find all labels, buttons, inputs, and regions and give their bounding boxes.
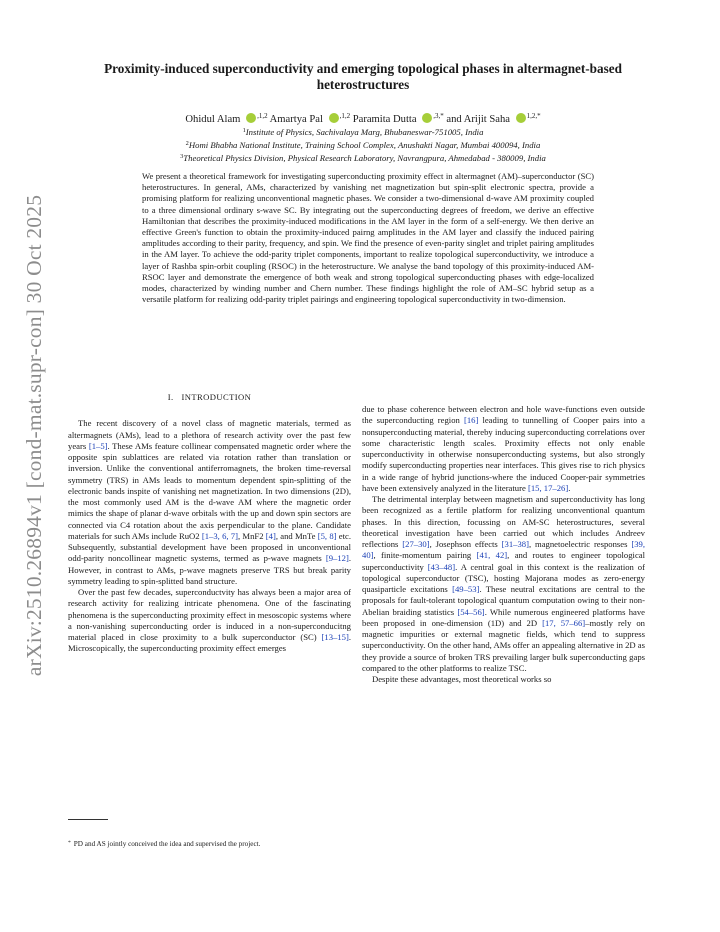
right-column [362,404,645,685]
citation-link[interactable]: [54–56] [457,606,485,617]
orcid-icon[interactable] [516,113,526,123]
affiliation-line [100,138,626,151]
body-paragraph: Over the past few decades, superconductvity has always been a major area of research activity for realizing intricate phenomena. One of the fascinating phenomena is the superconducting proximity effect in mesoscopic systems where a non-vanishing superconducting order is induced in a non-superconducitng material placed in close proximity to a bulk superconductor (SC) [13–15]. Microscopically, the superconducting proximity effect emerges [68,587,351,654]
author-affiliation-sup: ,1,2 [257,112,268,120]
citation-link[interactable]: [1–5] [88,440,108,451]
author-affiliation-sup: ,3,* [433,112,444,120]
arxiv-identifier-text: arXiv:2510.26894v1 [cond-mat.supr-con] 30 Oct 2025 [22,194,47,676]
body-paragraph: The recent discovery of a novel class of magnetic materials, termed as altermagnets (AMs), lead to a plethora of research activity over the past few years [1–5]. These AMs feature collinear compensated magnetic order where the opposite spin sublattices are related via rotation rather than translation or inversion. Unlike the conventional antiferromagnets, the broken time-reversal symmetry (TRS) in AMs leads to momentum dependent spin-splitting of the electronic bands inspite of vanishing net magnetization. In two dimensions (2D), the most commonly used AM is the d-wave AM where the magnetic order mimics the shape of planar d-wave orbitals with the up and down spin sectors are connected via C4 rotation about the axis perpendicular to the plane. Candidate materials for such AMs include RuO2 [1–3, 6, 7], MnF2 [4], and MnTe [5, 8] etc. Subsequently, substantial development have been proposed in unconventional odd-parity noncollinear magnetic systems, termed as p-wave magnets [9–12]. However, in contrast to AMs, p-wave magnets preserve TRS but break parity symmetry leading to spin-splitted band structure. [68,418,352,586]
orcid-icon[interactable] [422,113,432,123]
body-paragraph: Despite these advantages, most theoretical works so [372,674,552,684]
citation-link[interactable]: [49–53] [452,584,480,594]
citation-link[interactable]: [13–15] [321,632,349,642]
affiliation-text: Theoretical Physics Division, Physical Research Laboratory, Navrangpura, Ahmedabad - 380009, India [183,153,546,164]
citation-link[interactable]: [43–48] [427,561,456,572]
body-paragraph: The detrimental interplay between magnetism and superconductivity has long been recognized as a fertile platform for realizing unconventional quantum phases. In this direction, focussing on AM-SC heterostructures, several theoretical investigation have been carried out which includes Andreev reflections [27–30], Josephson effects [31–38], magnetoelectric responses [39, 40], finite-momentum pairing [41, 42], and routes to engineer topological superconductivity [43–48]. A central goal in this context is the realization of topological superconductor (TSC), hosting Majorana modes as zero-energy quasiparticle excitations [49–53]. These neutral excitations are central to the proposals for fault-tolerant topological quantum computation owing to their non-Abelian braiding statistics [54–56]. While numerous engineered platforms have been proposed in one-dimension (1D) and 2D [17, 57–66]–mostly rely on magnetic impurities or external magnetic fields, which tend to suppress superconductivity. On the other hand, AMs offer an appealing alternative in 2D as they provide a source of broken TRS prevailing larger bulk superconducting gaps compared to the other platforms to realize TSC. [362,494,646,673]
paper-title: Proximity-induced superconductivity and emerging topological phases in altermagnet-based heterostructures [104,61,622,92]
citation-link[interactable]: [1–3, 6, 7] [201,530,238,541]
citation-link[interactable]: [9–12] [325,553,349,564]
affiliation-label: 3 [180,153,184,161]
body-paragraph: due to phase coherence between electron and hole wave-functions even outside the superconducting region [16] leading to tunnelling of Cooper pairs into a nonsuperconducting material, thereby inducing superconducting correlations over some characteristic length scales. Proximity effects not only enable superconductivity in otherwise nonsuperconducting systems, but also strongly modify superconducting properties near interfaces. This gives rise to rich physics in a wide range of hybrid junctions-where the induced Cooper-pair symmetries have been extensively analyzed in the literature [15, 17–26]. [362,404,645,493]
orcid-icon[interactable] [246,113,256,123]
affiliation-text: Institute of Physics, Sachivalaya Marg, Bhubaneswar-751005, India [245,127,484,137]
section-title: INTRODUCTION [181,392,252,402]
affiliation-line [100,125,626,138]
arxiv-identifier-stamp [18,194,52,676]
citation-link[interactable]: [39, 40] [362,539,646,561]
author-name: Ohidul Alam [185,114,241,125]
author-affiliation-sup: ,1,2 [339,112,351,120]
citation-link[interactable]: [15, 17–26] [527,482,569,493]
section-heading [68,392,351,403]
author-name: Paramita Dutta [352,114,417,125]
citation-link[interactable]: [17, 57–66] [542,617,586,628]
footnote-text: PD and AS jointly conceived the idea and supervised the project. [73,840,261,848]
citation-link[interactable]: [4] [265,530,276,541]
affiliation-label: 1 [242,127,246,134]
citation-link[interactable]: [27–30] [402,539,430,549]
authors-conjunction: and [446,114,462,125]
footnote-mark: * [68,840,71,846]
affiliation-line [100,151,626,164]
affiliation-label: 2 [185,140,189,148]
citation-link[interactable]: [16] [463,415,479,426]
footnote-divider [68,819,108,820]
author-list [100,110,626,126]
affiliation-list [100,125,626,165]
footnote [68,839,358,849]
author-name: Amartya Pal [269,114,323,125]
author-name: Arijit Saha [463,114,510,125]
abstract: We present a theoretical framework for investigating superconducting proximity effect in altermagnet (AM)–superconductor (SC) heterostructures. In general, AMs, characterized by vanishing net magnetization but spin-split electronic spectra, provide a promising platform for realizing unconventional magnetic phases. We consider a two-dimensional d-wave AM proximity coupled to a three dimensional ordinary s-wave SC. By integrating out the superconducting degrees of freedom, we derive an effective Hamiltonian that describes the proximity-induced modifications in the AM layer in the form of a self-energy. We then derive an effective Green's function to obtain the proximity-induced pairng amplitudes in the AM layer and classify the induced pairing amplitudes according to their parity, frequency, and spin. We find the presence of even-parity singlet and triplet pairing amplitudes in the AM layer. To achieve the odd-parity triplet components, important to realize topological superconductivity, we introduce a layer of Rashba spin-orbit coupling (RSOC) in the heterostructure. We analyse the band topology of this proximity-induced AM-RSOC layer and demonstrate the emergence of both weak and strong topological superconducting phases with edge-localized modes, characterized by winding number and Chern number. These findings highlight the role of AM–SC hybrid setup as a versatile platform for realizing odd-parity triplet pairings and engineering topological superconductivity in two-dimension. [142,171,594,305]
orcid-icon[interactable] [329,113,339,123]
citation-link[interactable]: [31–38] [501,539,529,549]
affiliation-text: Homi Bhabha National Institute, Training School Complex, Anushakti Nagar, Mumbai 400094, India [188,140,541,151]
citation-link[interactable]: [5, 8] [317,530,337,541]
section-number: I. [167,392,174,402]
author-affiliation-sup: 1,2,* [526,112,541,120]
citation-link[interactable]: [41, 42] [476,550,508,561]
left-column [68,392,351,655]
